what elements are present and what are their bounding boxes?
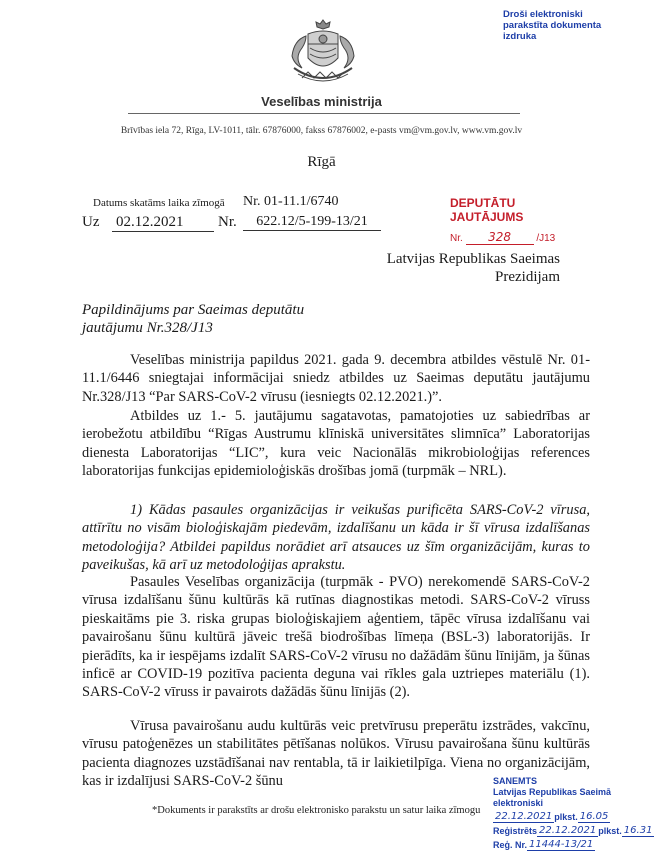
reg-time-label: plkst.	[554, 812, 578, 822]
reg-number-label: Reģ. Nr.	[493, 840, 528, 850]
reg-received-label: SANEMTS	[493, 776, 538, 786]
stamp-number-line	[450, 230, 570, 245]
reference-number: 622.12/5-199-13/21	[243, 214, 381, 231]
ministry-address: Brīvības iela 72, Rīga, LV-1011, tālr. 67876000, fakss 67876002, e-pasts vm@vm.gov.lv, www.vm.gov.lv	[120, 126, 523, 136]
reg-received-row	[493, 811, 629, 823]
document-number	[243, 194, 339, 210]
body-paragraph-1: Veselības ministrija papildus 2021. gada 9. decembra atbildes vēstulē Nr. 01-11.1/6446 sniegtajai informācijai sniedz atbildes uz Saeimas deputātu jautājumu Nr.328/J13 “Par SARS-CoV-2 vīrusu (iesniegts 02.12.2021.)”.	[82, 352, 590, 405]
subject-line2: jautājumu Nr.328/J13	[82, 320, 213, 336]
addressee-line1: Latvijas Republikas Saeimas	[386, 251, 560, 267]
deputy-question-stamp	[450, 196, 570, 245]
reg-received-date: 22.12.2021	[495, 811, 553, 822]
addressee-line2: Prezidijam	[495, 269, 560, 285]
nr-label: Nr.	[243, 194, 261, 209]
city: Rīgā	[307, 154, 336, 170]
stamp-number: 328	[466, 230, 534, 245]
reg-received-time: 16.05	[579, 811, 609, 822]
header-divider	[128, 113, 520, 114]
stamp-title: DEPUTĀTU JAUTĀJUMS	[450, 196, 524, 224]
subject-line1: Papildinājums par Saeimas deputātu	[82, 302, 305, 318]
reg-registered-date: 22.12.2021	[539, 825, 597, 836]
reg-number: 11444-13/21	[529, 839, 594, 850]
registration-stamp	[493, 776, 653, 851]
reg-org: Latvijas Republikas Saeimā elektroniski	[493, 787, 612, 808]
signature-footnote: *Dokuments ir parakstīts ar drošu elektronisko parakstu un satur laika zīmogu	[152, 805, 481, 816]
reg-registered-time: 16.31	[623, 825, 653, 836]
ref-label: Nr.	[218, 214, 237, 230]
body-paragraph-2: Atbildes uz 1.- 5. jautājumu sagatavotas, pamatojoties uz sabiedrības ar ierobežotu atbildību “Rīgas Austrumu klīniskā universitātes slimnīca” Laboratorijas dienesta Laboratorijas “LIC”, kura veic Nacionālās mikrobioloģijas references laboratorijas funkcijas epidemioloģiskās drošības jomā (turpmāk – NRL).	[82, 408, 590, 480]
date-label: Datums skatāms laika zīmogā	[93, 197, 225, 209]
body-paragraph-4: Pasaules Veselības organizācija (turpmāk - PVO) nerekomendē SARS-CoV-2 vīrusa izdalīšanu šūnu kultūrās kā rutīnas diagnostikas metodi. SARS-CoV-2 vīruss pieskaitāms pie 3. riska grupas bioloģiskajiem aģentiem, tāpēc vīrusa izdalīšanu vai pavairošanu šūnu kultūrā jāveic trešā biodrošības līmeņa (BSL-3) laboratorijās. Ir pierādīts, ka ir iespējams izdalīt SARS-CoV-2 vīrusu no dažādām šūnu līnijām, ja šūnas inficē ar COVID-19 pozitīva pacienta deguna vai rīkles gala uztriepes materiālu (1). SARS-CoV-2 vīruss ir pavairots dažādās šūnu līnijās (2).	[82, 574, 590, 701]
digital-signature-note: Droši elektroniski parakstīta dokumenta izdruka	[503, 9, 602, 42]
reg-time-label-2: plkst.	[598, 826, 622, 836]
subject	[82, 301, 342, 337]
uz-date: 02.12.2021	[112, 214, 214, 232]
reg-number-row	[493, 839, 629, 851]
uz-label: Uz	[82, 214, 100, 230]
ministry-name: Veselības ministrija	[261, 94, 382, 109]
body-paragraph-5: Vīrusa pavairošanu audu kultūrās veic pretvīrusu preperātu izstrādes, vakcīnu, vīrusu patoģenēzes un stabilitātes pētīšanas nolūkos. Vīrusu pavairošana šūnu kultūrās pacienta diagnozes uzstādīšanai nav rentabla, tā ir laikietilpīga. Viena no organizācijām, kas ir izdalījusi SARS-CoV-2 šūnu	[82, 718, 590, 790]
reg-registered-row	[493, 825, 653, 837]
coat-of-arms-icon	[280, 18, 366, 90]
nr-value: 01-11.1/6740	[264, 194, 339, 209]
reg-registered-label: Reģistrēts	[493, 826, 538, 836]
stamp-suffix: /J13	[536, 233, 556, 244]
question-1: 1) Kādas pasaules organizācijas ir veikušas purificēta SARS-CoV-2 vīrusa, attīrītu no visām bioloģiskajām piedevām, izdalīšanu un kāda ir šī vīrusa izdalīšanas metodoloģija? Atbildei papildus norādiet arī atsauces uz šīm organizācijām, kuras to paveikušas, kā arī uz metodoloģijas aprakstu.	[82, 502, 590, 574]
addressee	[360, 250, 560, 286]
stamp-nr-label: Nr.	[450, 233, 463, 244]
